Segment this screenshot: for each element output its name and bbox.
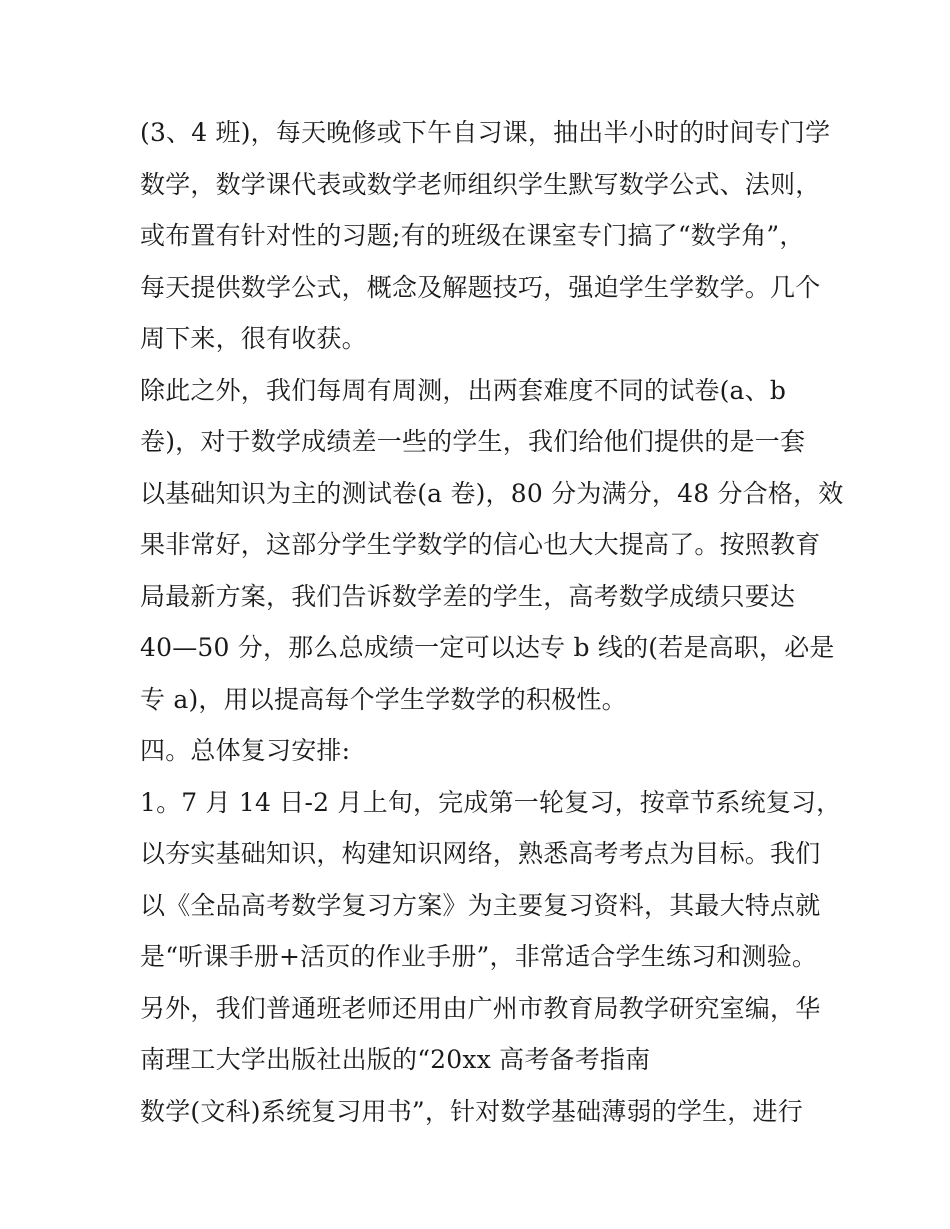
- text-line: 周下来，很有收获。: [140, 324, 367, 353]
- text-line: 局最新方案，我们告诉数学差的学生，高考数学成绩只要达: [140, 581, 796, 611]
- text-line: 是“听课手册+活页的作业手册”，非常适合学生练习和测验。: [140, 942, 818, 971]
- text-line: 南理工大学出版社出版的“20xx 高考备考指南: [140, 1045, 651, 1074]
- text-line: 除此之外，我们每周有周测，出两套难度不同的试卷(a、b: [140, 375, 787, 405]
- text-line: 40—50 分，那么总成绩一定可以达专 b 线的(若是高职，必是: [140, 633, 835, 662]
- text-line: 每天提供数学公式，概念及解题技巧，强迫学生学数学。几个: [140, 272, 821, 302]
- text-line: 数学(文科)系统复习用书”，针对数学基础薄弱的学生，进行: [140, 1096, 803, 1126]
- text-line: 以基础知识为主的测试卷(a 卷)，80 分为满分，48 分合格，效: [140, 478, 844, 508]
- text-line: 数学，数学课代表或数学老师组织学生默写数学公式、法则，: [140, 169, 821, 199]
- text-line: (3、4 班)，每天晚修或下午自习课，抽出半小时的时间专门学: [140, 118, 831, 147]
- body-text: [140, 107, 844, 1137]
- section-heading: 四。总体复习安排:: [140, 736, 351, 765]
- text-line: 专 a)，用以提高每个学生学数学的积极性。: [140, 684, 627, 714]
- text-line: 以《全品高考数学复习方案》为主要复习资料，其最大特点就: [140, 890, 821, 920]
- text-line: 以夯实基础知识，构建知识网络，熟悉高考考点为目标。我们: [140, 839, 821, 868]
- text-line: 卷)，对于数学成绩差一些的学生，我们给他们提供的是一套: [140, 427, 806, 456]
- text-line: 果非常好，这部分学生学数学的信心也大大提高了。按照教育: [140, 530, 821, 559]
- text-line: 或布置有针对性的习题;有的班级在课室专门搞了“数学角”，: [140, 221, 805, 250]
- text-line: 另外，我们普通班老师还用由广州市教育局教学研究室编，华: [140, 993, 821, 1023]
- text-line: 1。7 月 14 日-2 月上旬，完成第一轮复习，按章节系统复习，: [140, 787, 842, 817]
